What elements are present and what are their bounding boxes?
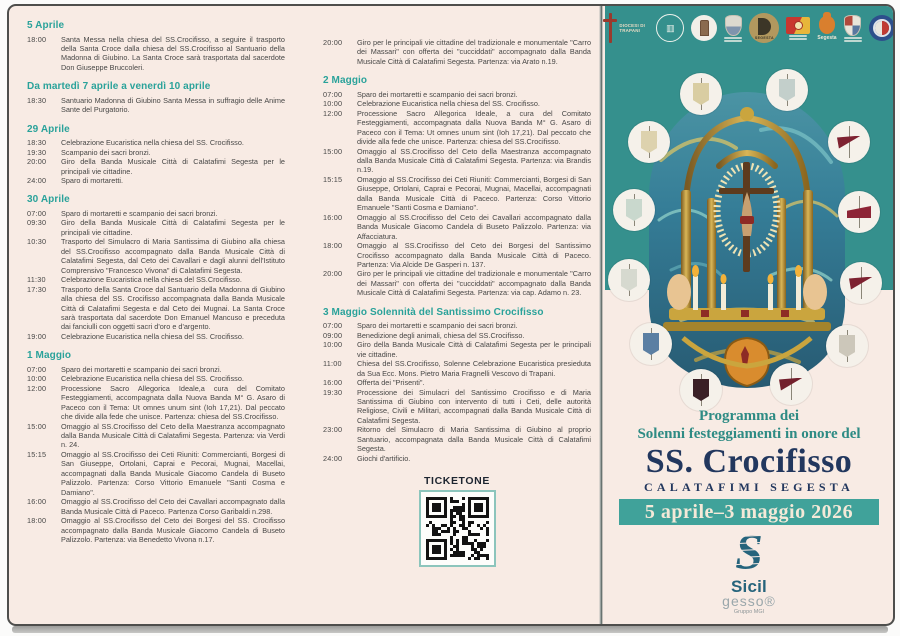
ceto-banner-medallion bbox=[838, 191, 880, 233]
banner-icon bbox=[693, 83, 709, 105]
event-text: Chiesa del SS.Crocifisso, Solenne Celebrazione Eucaristica presieduta da Sua Ecc. Mons. Pietro Maria Fragnelli Vescovo di Trapani. bbox=[357, 359, 591, 378]
event-time: 19:30 bbox=[27, 147, 47, 157]
event-time: 15:00 bbox=[27, 421, 47, 431]
event-row bbox=[27, 516, 285, 544]
banner-icon bbox=[621, 269, 637, 291]
ceto-banner-medallion bbox=[628, 121, 670, 163]
event-row bbox=[27, 384, 285, 422]
event-time: 11:30 bbox=[27, 275, 46, 285]
right-panel bbox=[605, 6, 893, 624]
ceto-banner-medallion bbox=[826, 325, 868, 367]
section-heading: 5 Aprile bbox=[27, 20, 65, 31]
ceto-banner-medallion bbox=[840, 262, 882, 304]
banner-icon bbox=[839, 335, 855, 357]
logo-label: Segesta bbox=[817, 34, 837, 41]
event-time: 12:00 bbox=[27, 383, 47, 393]
fold-line bbox=[599, 6, 603, 624]
event-row bbox=[323, 99, 591, 108]
event-time: 16:00 bbox=[323, 378, 343, 388]
ceto-banner-medallion bbox=[766, 69, 808, 111]
event-row bbox=[27, 365, 285, 374]
event-row bbox=[27, 332, 285, 341]
emblem-ring-icon: ▥ bbox=[656, 14, 684, 42]
sicilgesso-s-icon bbox=[726, 530, 772, 574]
event-row bbox=[27, 157, 285, 176]
qr-code bbox=[419, 490, 496, 567]
event-time: 18:30 bbox=[27, 138, 47, 148]
event-time: 12:00 bbox=[323, 108, 343, 118]
event-time: 10:00 bbox=[27, 374, 47, 384]
event-time: 10:00 bbox=[323, 340, 343, 350]
sponsor-block bbox=[605, 530, 893, 615]
crest-icon bbox=[725, 15, 742, 36]
regione-siciliana-logo bbox=[786, 17, 810, 40]
title-main: SS. Crocifisso bbox=[645, 443, 853, 480]
event-text: Celebrazione Eucaristica nella chiesa del SS. Crocifisso. bbox=[357, 99, 540, 109]
event-text: Celebrazione Eucaristica nella chiesa del SS. Crocifisso. bbox=[61, 374, 244, 384]
ceto-banner-medallion bbox=[613, 189, 655, 231]
event-text: Giro per le principali vie cittadine del tradizionale e monumentale "Carro dei Massari" con offerta dei "cucciddati" accompagnato dalla Banda Musicale Città di Calatafimi Segesta. Partenza: via Arato n.19. bbox=[357, 38, 591, 66]
event-time: 20:00 bbox=[27, 157, 47, 167]
event-row bbox=[323, 340, 591, 359]
event-row bbox=[27, 176, 285, 185]
event-time: 15:15 bbox=[27, 449, 47, 459]
banner-icon bbox=[643, 333, 659, 355]
event-row bbox=[323, 147, 591, 175]
event-row bbox=[323, 175, 591, 213]
event-text: Giro per le principali vie cittadine del tradizionale e monumentale "Carro dei Massari" con offerta dei "cucciddati" accompagnato dalla Banda Musicale Città di Calatafimi Segesta. Partenza: via cap. Adamo n. 23. bbox=[357, 269, 591, 298]
crest-icon bbox=[844, 15, 861, 36]
reliquary-medallion-logo bbox=[691, 15, 717, 41]
leaflet-sheet bbox=[7, 4, 895, 626]
event-text: Offerta dei "Prisenti". bbox=[357, 378, 425, 388]
event-time: 10:00 bbox=[323, 99, 343, 109]
section-heading: Da martedì 7 aprile a venerdì 10 aprile bbox=[27, 81, 211, 93]
event-row bbox=[27, 275, 285, 284]
round-badge-icon bbox=[869, 15, 895, 41]
sponsor-name: Sicil bbox=[731, 577, 767, 596]
event-row bbox=[27, 374, 285, 383]
event-time: 07:00 bbox=[27, 208, 47, 218]
title-block bbox=[605, 408, 893, 525]
event-text: Omaggio al SS.Crocifisso del Ceto della Maestranza accompagnato dalla Banda Musicale Città di Calatafimi Segesta. Partenza: via Brandis n.19. bbox=[357, 146, 591, 175]
ceto-banner-medallion bbox=[828, 121, 870, 163]
section-heading: 30 Aprile bbox=[27, 194, 70, 206]
ceto-banner-medallion bbox=[680, 369, 722, 411]
event-row bbox=[27, 450, 285, 497]
event-row bbox=[323, 378, 591, 387]
event-text: Omaggio al SS.Crocifisso del Ceto dei Cavallari accompagnato dalla Banda Musicale Città di Paceco. Partenza Corso Garibaldi n.298. bbox=[61, 497, 285, 516]
event-row bbox=[323, 425, 591, 453]
event-time: 24:00 bbox=[27, 176, 47, 186]
event-text: Celebrazione Eucaristica nella chiesa del SS.Crocifisso. bbox=[61, 275, 242, 285]
event-row bbox=[27, 96, 285, 115]
event-row bbox=[27, 209, 285, 218]
event-row bbox=[27, 218, 285, 237]
banner-icon bbox=[626, 199, 642, 221]
event-time: 15:15 bbox=[323, 174, 343, 184]
event-row bbox=[27, 148, 285, 157]
event-text: Giro della Banda Musicale Città di Calatafimi Segesta per le principali vie cittadine. bbox=[357, 340, 591, 359]
event-time: 18:00 bbox=[323, 241, 343, 251]
event-time: 09:30 bbox=[27, 218, 47, 228]
event-text: Sparo dei mortaretti e scampanio dei sacri bronzi. bbox=[61, 364, 222, 374]
ceto-banner-medallion bbox=[680, 73, 722, 115]
section-heading: 1 Maggio bbox=[27, 350, 72, 362]
event-time: 07:00 bbox=[323, 321, 343, 331]
column-2 bbox=[323, 20, 591, 618]
event-row bbox=[323, 321, 591, 330]
event-row bbox=[27, 285, 285, 332]
sponsor-name2: gesso® bbox=[722, 593, 776, 609]
event-row bbox=[323, 454, 591, 463]
event-text: Giochi d'artificio. bbox=[357, 453, 411, 463]
event-time: 07:00 bbox=[27, 364, 47, 374]
parco-segesta-logo bbox=[817, 16, 836, 41]
segesta-coin-icon bbox=[749, 13, 779, 43]
amphora-icon bbox=[819, 16, 835, 34]
event-text: Omaggio al SS.Crocifisso del Ceto della Maestranza accompagnato dalla Banda Musicale Città di Calatafimi Segesta. Partenza: via Verdi n. 24. bbox=[61, 421, 285, 450]
banner-icon bbox=[779, 79, 795, 101]
event-text: Sparo di mortaretti e scampanio dei sacri bronzi. bbox=[61, 208, 218, 218]
logos-row bbox=[605, 13, 893, 43]
section-heading: 3 Maggio Solennità del Santissimo Crocifisso bbox=[323, 306, 544, 318]
event-text: Omaggio al SS.Crocifisso del Ceto dei Borgesi del SS. Crocifisso accompagnato dalla Banda Musicale Giacomo Candela di Buseto Palizzolo. Partenza: via Benedetto Vivona n.17. bbox=[61, 516, 285, 544]
cross-icon bbox=[603, 13, 617, 43]
event-text: Omaggio al SS.Crocifisso del Ceto dei Borgesi del Santissimo Crocifisso accompagnato dalla Banda Musicale Città di Paceco. Partenza: Via Alcide De Gasperi n. 137. bbox=[357, 241, 591, 270]
banner-icon bbox=[693, 379, 709, 401]
event-text: Sparo dei mortaretti e scampanio dei sacri bronzi. bbox=[357, 321, 518, 331]
comune-calatafimi-crest-logo bbox=[724, 15, 742, 42]
event-time: 18:00 bbox=[27, 516, 47, 526]
event-row bbox=[323, 241, 591, 269]
column-1 bbox=[27, 20, 285, 618]
event-row bbox=[323, 359, 591, 378]
event-text: Benedizione degli animali, chiesa del SS.Crocifisso. bbox=[357, 330, 525, 340]
ceto-banner-medallion bbox=[608, 259, 650, 301]
event-time: 09:00 bbox=[323, 330, 343, 340]
event-row bbox=[27, 35, 285, 73]
title-subtitle: CALATAFIMI SEGESTA bbox=[644, 480, 854, 494]
event-text: Celebrazione Eucaristica nella chiesa del SS. Crocifisso. bbox=[61, 138, 244, 148]
event-row bbox=[323, 331, 591, 340]
crocifisso-painting bbox=[641, 70, 853, 406]
event-row bbox=[323, 109, 591, 147]
event-time: 17:30 bbox=[27, 284, 47, 294]
event-row bbox=[27, 237, 285, 275]
event-text: Omaggio al SS.Crocifisso dei Ceti Riuniti: Commercianti, Borgesi di San Giuseppe, Ortolani, Caprai e Pecorai, Mugnai, Macellai, accompagnati dalla Banda Musicale Giacomo Candela di Buseto Palizzolo. Partenza: Corso Vittorio Emanuele "Santi Cosma e Damiano". bbox=[61, 449, 285, 497]
event-text: Omaggio al SS.Crocifisso del Ceto dei Cavallari accompagnato dalla Banda Musicale Giacomo Candela di Buseto Palizzolo. Partenza: via Affacciatura. bbox=[357, 212, 591, 241]
event-text: Trasporto della Santa Croce dal Santuario della Madonna di Giubino alla chiesa del SS. Crocifisso accompagnata dalla Banda Musicale Città di Calatafimi Segesta e dal Ceto dei Mugnai. La Santa Croce sarà trasportata dal sacerdote Don Emanuel Mancuso e preceduta dai fanciulli con oggetti sacri d'oro e d'argento. bbox=[61, 284, 285, 332]
event-text: Scampanio dei sacri bronzi. bbox=[61, 147, 151, 157]
event-time: 15:00 bbox=[323, 146, 343, 156]
event-time: 18:30 bbox=[27, 95, 47, 105]
ticketone-label: TICKETONE bbox=[424, 475, 490, 488]
dates-banner: 5 aprile–3 maggio 2026 bbox=[619, 499, 879, 525]
event-row bbox=[323, 90, 591, 99]
page-shadow bbox=[12, 626, 888, 633]
round-badge-logo bbox=[869, 15, 895, 41]
ceto-banner-medallion bbox=[770, 363, 812, 405]
event-text: Processione Sacro Allegorica Ideale,a cura del Comitato Festeggiamenti, accompagnata dalla Nuova Banda M° G. Asaro di Paceco con il Tema: Ut omnes unum sint (Ioh 17,21). Dal peccato che divide alla fede che unisce. Partenza: chiesa del SS.Crocifisso. bbox=[61, 383, 285, 422]
event-row bbox=[323, 213, 591, 241]
title-line2: Solenni festeggiamenti in onore del bbox=[637, 426, 861, 442]
event-row bbox=[27, 497, 285, 516]
event-text: Giro della Banda Musicale Città di Calatafimi Segesta per le principali vie cittadine. bbox=[61, 218, 285, 237]
segesta-gold-logo bbox=[749, 13, 779, 43]
event-text: Omaggio al SS.Crocifisso dei Ceti Riuniti: Commercianti, Borgesi di San Giuseppe, Ortolani, Caprai e Pecorai, Mugnai, Macellai, accompagnati dalla Banda Musicale Città di Paceco. Partenza: Corso Vittorio Emanuele "Santi Cosma e Damiano". bbox=[357, 174, 591, 213]
event-row bbox=[323, 388, 591, 426]
section-heading: 29 Aprile bbox=[27, 123, 70, 135]
event-text: Giro della Banda Musicale Città di Calatafimi Segesta per le principali vie cittadine. bbox=[61, 157, 285, 176]
event-time: 10:30 bbox=[27, 237, 47, 247]
round-emblem-logo bbox=[656, 14, 684, 42]
sicily-flag-icon bbox=[786, 17, 810, 34]
event-row bbox=[27, 138, 285, 147]
logo-label: SEGESTA bbox=[754, 36, 774, 40]
event-time: 07:00 bbox=[323, 89, 343, 99]
qr-grid bbox=[426, 497, 489, 560]
sponsor-group: Gruppo MGI bbox=[733, 609, 765, 615]
event-time: 23:00 bbox=[323, 425, 343, 435]
event-time: 18:00 bbox=[27, 34, 47, 44]
section-heading: 2 Maggio bbox=[323, 75, 368, 87]
event-time: 16:00 bbox=[27, 497, 47, 507]
event-text: Santuario Madonna di Giubino Santa Messa in suffragio delle Anime Sante del Purgatorio. bbox=[61, 95, 285, 115]
event-time: 20:00 bbox=[323, 38, 343, 47]
event-time: 16:00 bbox=[323, 212, 343, 222]
event-row bbox=[27, 422, 285, 450]
consorzio-trapani-crest-logo bbox=[844, 15, 862, 42]
event-time: 11:00 bbox=[323, 359, 342, 369]
event-text: Ritorno del Simulacro di Maria Santissima di Giubino al proprio Santuario, accompagnata dalla Banda Musicale Città di Calatafimi Segesta. bbox=[357, 425, 591, 454]
logo-label: DIOCESI DI TRAPANI bbox=[619, 23, 646, 33]
reliquary-icon bbox=[691, 15, 717, 41]
event-text: Santa Messa nella chiesa del SS.Crocifisso, a seguire il trasporto della Santa Croce dalla chiesa del SS.Crocifisso al Santuario della Madonna di Giubino. La Santa Croce sarà trasportata dal sacerdote Don Giuseppe Bruccoleri. bbox=[61, 34, 285, 72]
event-row bbox=[323, 38, 591, 66]
event-time: 20:00 bbox=[323, 269, 343, 279]
diocesi-di-trapani-logo bbox=[603, 13, 649, 43]
ticketone-block bbox=[323, 477, 591, 566]
ceto-banner-medallion bbox=[630, 323, 672, 365]
event-text: Sparo di mortaretti. bbox=[61, 176, 124, 186]
event-row bbox=[323, 269, 591, 297]
event-time: 24:00 bbox=[323, 453, 343, 463]
event-time: 19:30 bbox=[323, 387, 343, 397]
event-text: Trasporto del Simulacro di Maria Santissima di Giubino alla chiesa del SS.Crocifisso accompagnato dalla Banda Musicale Città di Calatafimi Segesta, dal Ceto dei Cavallari e dagli alunni dell'Istituto Comprensivo "Francesco Vivona" di Calatafimi Segesta. bbox=[61, 237, 285, 275]
event-text: Celebrazione Eucaristica nella chiesa del SS. Crocifisso. bbox=[61, 331, 244, 341]
banner-icon bbox=[641, 131, 657, 153]
event-text: Sparo dei mortaretti e scampanio dei sacri bronzi. bbox=[357, 89, 518, 99]
event-time: 19:00 bbox=[27, 331, 47, 341]
event-text: Processione Sacro Allegorica Ideale, a cura del Comitato Festeggiamenti, accompagnata dalla Nuova Banda M° G. Asaro di Paceco con il Tema: Ut omnes unum sint (Ioh 17,21). Dal peccato che divide alla fede che unisce. Partenza: chiesa del SS.Crocifisso. bbox=[357, 108, 591, 147]
title-line1: Programma dei bbox=[698, 408, 800, 424]
event-text: Processione dei Simulacri del Santissimo Crocifisso e di Maria Santissima di Giubino con intervento di tutti i Ceti, delle autorità Religiose, Civili e Militari, accompagnati dalla Banda Musicale Città di Calatafimi Segesta. bbox=[357, 387, 591, 425]
